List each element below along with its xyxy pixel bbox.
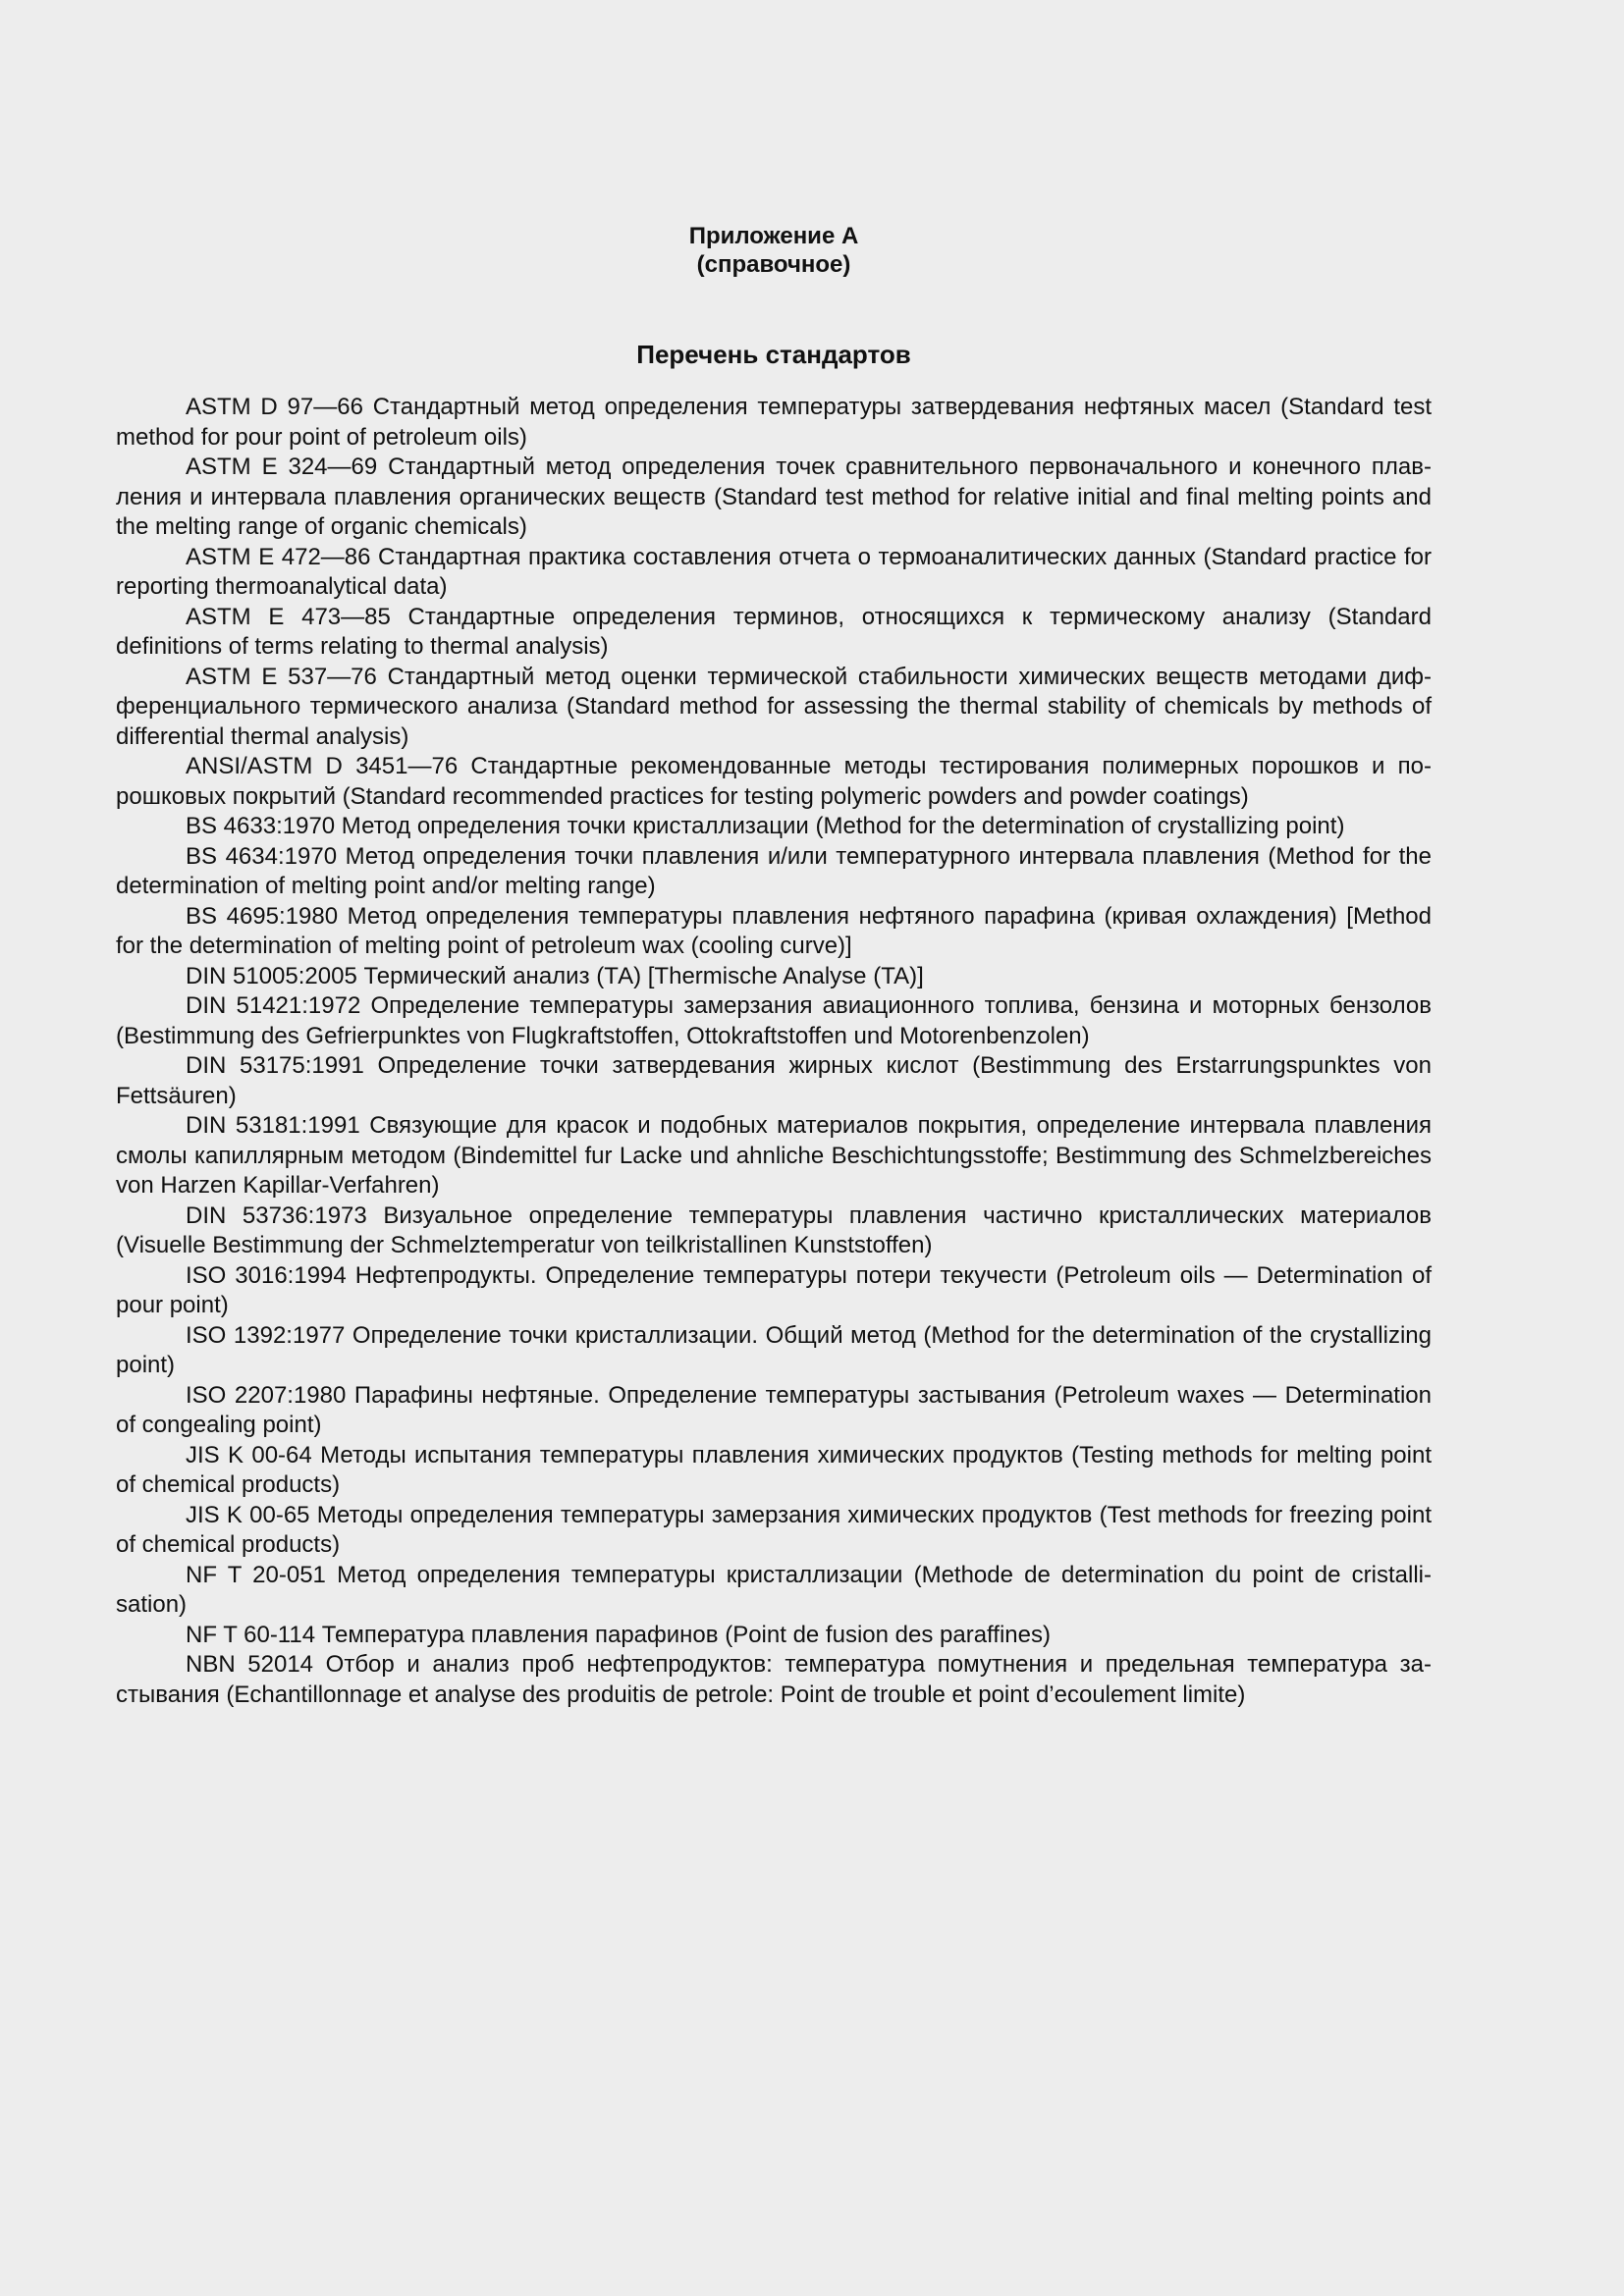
standard-item: ISO 2207:1980 Парафины нефтяные. Определение температуры застывания (Petroleum waxes — Determination of congealing point) [116, 1381, 1432, 1438]
standard-item: ANSI/ASTM D 3451—76 Стандартные рекомендованные методы тестирования полимерных порошков и порошковых покрытий (Standard recommended practices for testing polymeric powders and powder coatings) [116, 753, 1432, 810]
standard-item: BS 4634:1970 Метод определения точки плавления и/или температурного интервала плавления (Method for the determination of melting point and/or melting range) [116, 842, 1432, 899]
standard-item: ASTM D 97—66 Стандартный метод определения температуры затвердевания нефтяных масел (Standard test method for pour point of petroleum oils) [116, 394, 1432, 451]
standard-item: DIN 51005:2005 Термический анализ (ТА) [Thermische Analyse (TA)] [186, 962, 924, 989]
list-title: Перечень стандартов [636, 340, 911, 369]
standard-item: DIN 51421:1972 Определение температуры замерзания авиационного топлива, бензина и моторных бензолов (Bestimmung des Gefrierpunktes von Flugkraftstoffen, Ottokraftstoffen und Motorenbenzolen) [116, 992, 1432, 1049]
standard-item: ISO 1392:1977 Определение точки кристаллизации. Общий метод (Method for the determination of the crystallizing point) [116, 1321, 1432, 1378]
standard-item: NBN 52014 Отбор и анализ проб нефтепродуктов: температура помутнения и предельная температура застывания (Echantillonnage et analyse des produitis de petrole: Point de trouble et point d’ecoulement limite) [116, 1651, 1432, 1708]
standard-item: ASTM Е 324—69 Стандартный метод определения точек сравнительного первоначального и конечного плавления и интервала плавления органических веществ (Standard test method for relative initial and final melting points and the melting range of organic chemicals) [116, 454, 1432, 540]
standard-item: JIS K 00-64 Методы испытания температуры плавления химических продуктов (Testing methods for melting point of chemical products) [116, 1441, 1432, 1498]
standard-item: ASTM E 473—85 Стандартные определения терминов, относящихся к термическому анализу (Standard definitions of terms relating to thermal analysis) [116, 603, 1432, 660]
standard-item: ISO 3016:1994 Нефтепродукты. Определение температуры потери текучести (Petroleum oils — Determination of pour point) [116, 1261, 1432, 1318]
standard-item: NF T 20-051 Метод определения температуры кристаллизации (Methode de determination du point de cristallisation) [116, 1561, 1432, 1618]
standard-item: JIS K 00-65 Методы определения температуры замерзания химических продуктов (Test methods for freezing point of chemical products) [116, 1501, 1432, 1558]
standard-item: BS 4633:1970 Метод определения точки кристаллизации (Method for the determination of crystallizing point) [186, 813, 1345, 839]
standard-item: DIN 53175:1991 Определение точки затвердевания жирных кислот (Bestimmung des Erstarrungspunktes von Fettsäuren) [116, 1052, 1432, 1109]
appendix-header [116, 222, 1432, 279]
appendix-title: Приложение А [688, 223, 859, 249]
document-page [116, 222, 1432, 1710]
standards-list [116, 393, 1432, 1710]
appendix-subtitle: (справочное) [696, 251, 851, 278]
standard-item: DIN 53736:1973 Визуальное определение температуры плавления частично кристаллических материалов (Visuelle Bestimmung der Schmelztemperatur von teilkristallinen Kunststoffen) [116, 1201, 1432, 1258]
standard-item: ASTM E 537—76 Стандартный метод оценки термической стабильности химических веществ методами дифференциального термического анализа (Standard method for assessing the thermal stability of chemicals by methods of differential thermal analysis) [116, 663, 1432, 750]
standard-item: BS 4695:1980 Метод определения температуры плавления нефтяного парафина (кривая охлаждения) [Method for the determination of melting point of petroleum wax (cooling curve)] [116, 902, 1432, 959]
standard-item: NF T 60-114 Температура плавления парафинов (Point de fusion des paraffines) [186, 1621, 1051, 1648]
standard-item: DIN 53181:1991 Связующие для красок и подобных материалов покрытия, определение интервала плавления смолы капиллярным методом (Bindemittel fur Lacke und ahnliche Beschichtungsstoffe; Bestimmung des Schmelzbereiches von Harzen Kapillar-Verfahren) [116, 1112, 1432, 1199]
standard-item: ASTM E 472—86 Стандартная практика составления отчета о термоаналитических данных (Standard practice for reporting thermoanalytical data) [116, 543, 1432, 600]
